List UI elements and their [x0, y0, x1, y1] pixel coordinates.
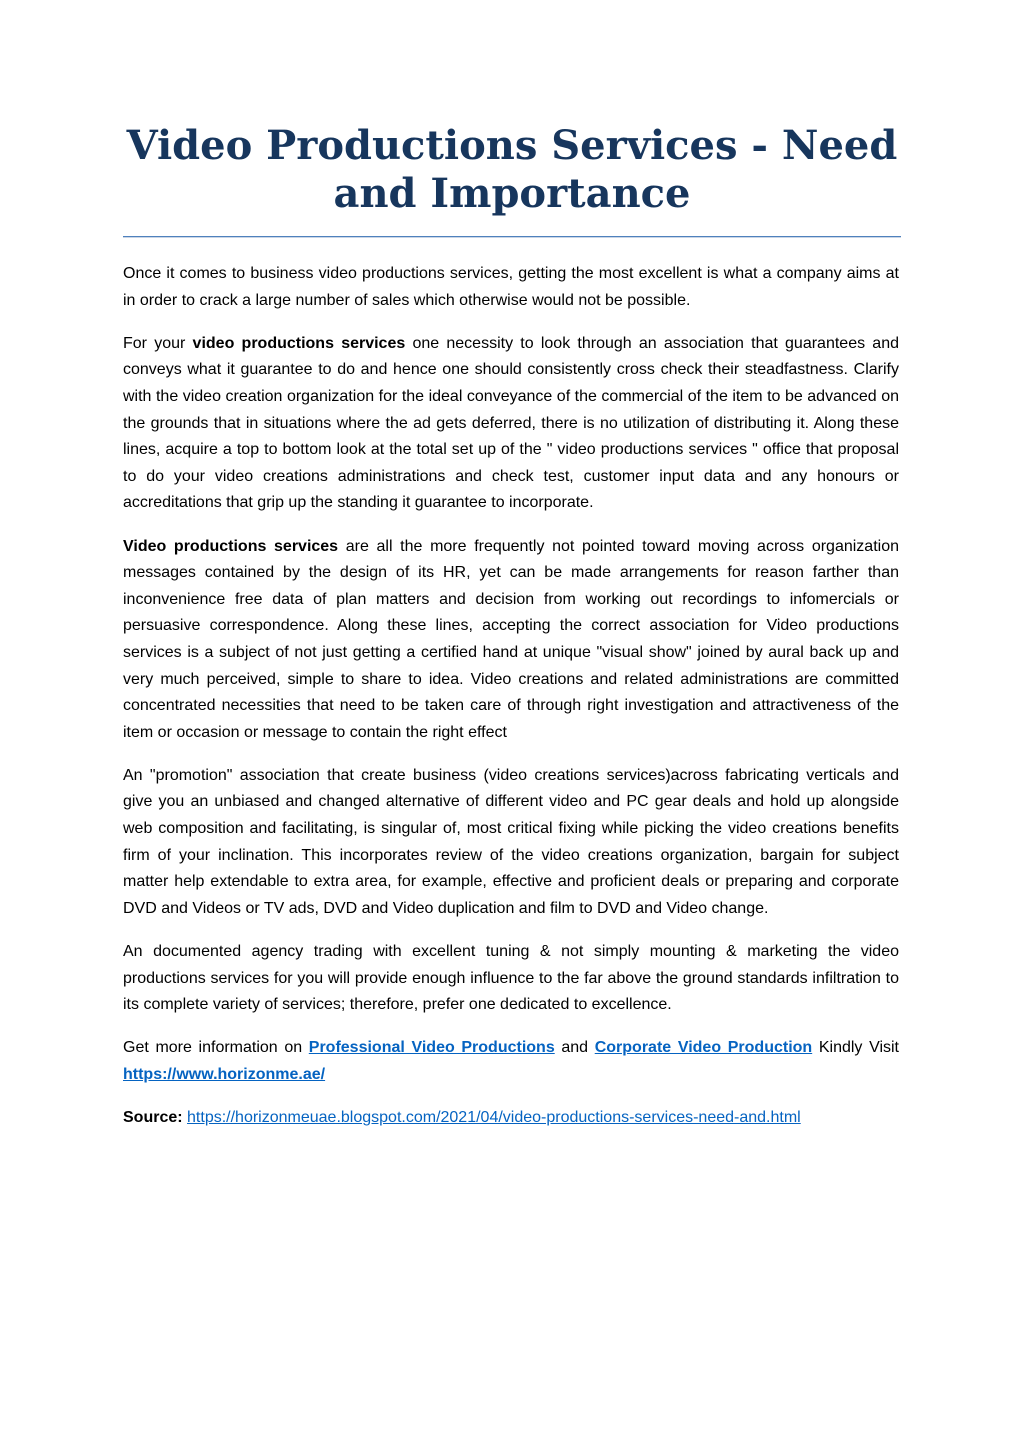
paragraph-3-rest: are all the more frequently not pointed toward moving across organization messages contained by the design of its HR, yet can be made arrangements for reason farther than inconvenience free data of plan matters and decision from working out recordings to infomercials or persuasive correspondence. Along these lines, accepting the correct association for Video productions services is a subject of not just getting a certified hand at unique "visual show" joined by aural back up and very much perceived, simple to share to idea. Video creations and related administrations are committed concentrated necessities that need to be taken care of through right investigation and attractiveness of the item or occasion or message to contain the right effect	[123, 537, 900, 741]
page-title	[123, 122, 901, 218]
paragraph-1-text: Once it comes to business video productions services, getting the most excellent is what a company aims at in order to crack a large number of sales which otherwise would not be possible.	[123, 265, 899, 309]
paragraph-1	[123, 261, 899, 314]
paragraph-6	[123, 1035, 899, 1088]
paragraph-3	[123, 534, 899, 747]
paragraph-4-text: An "promotion" association that create business (video creations services)across fabricating verticals and give you an unbiased and changed alternative of different video and PC gear deals and hold up alongside web composition and facilitating, is singular of, most critical fixing while picking the video creations benefits firm of your inclination. This incorporates review of the video creations organization, bargain for subject matter help extendable to extra area, for example, effective and proficient deals or preparing and corporate DVD and Videos or TV ads, DVD and Video duplication and film to DVD and Video change.	[123, 766, 899, 917]
paragraph-2-rest: one necessity to look through an association that guarantees and conveys what it guarantee to do and hence one should consistently cross check their steadfastness. Clarify with the video creation organization for the ideal conveyance of the commercial of the item to be advanced on the grounds that in situations where the ad gets deferred, there is no utilization of distributing it. Along these lines, acquire a top to bottom look at the total set up of the " video productions services " office that proposal to do your video creations administrations and check test, customer input data and any honours or accreditations that grip up the standing it guarantee to incorporate.	[123, 334, 900, 512]
paragraph-6-lead: Get more information on	[123, 1039, 309, 1057]
horizonme-website-link[interactable]: https://www.horizonme.ae/	[123, 1066, 326, 1083]
paragraph-5-text: An documented agency trading with excellent tuning & not simply mounting & marketing the video productions services for you will provide enough influence to the far above the ground standards infiltration to its complete variety of services; therefore, prefer one dedicated to excellence.	[123, 943, 899, 1014]
source-label: Source:	[123, 1109, 183, 1127]
paragraph-2	[123, 331, 899, 517]
paragraph-4	[123, 763, 899, 923]
paragraph-2-lead: For your	[123, 334, 193, 352]
paragraph-2-keyword: video productions services	[192, 334, 406, 352]
corporate-video-production-link[interactable]: Corporate Video Production	[594, 1039, 813, 1057]
paragraph-6-and: and	[554, 1039, 595, 1057]
page-title-line-2: and Importance	[333, 170, 691, 217]
page-title-line-1: Video Productions Services - Need	[126, 122, 898, 169]
paragraph-5	[123, 939, 899, 1019]
source-link[interactable]: https://horizonmeuae.blogspot.com/2021/04/video-productions-services-need-and.html	[187, 1109, 801, 1127]
article-body	[123, 261, 899, 1148]
paragraph-source	[123, 1105, 899, 1132]
title-block	[123, 122, 901, 237]
paragraph-3-keyword: Video productions services	[123, 537, 339, 555]
paragraph-6-kindly: Kindly Visit	[812, 1039, 899, 1057]
professional-video-productions-link[interactable]: Professional Video Productions	[308, 1039, 555, 1057]
